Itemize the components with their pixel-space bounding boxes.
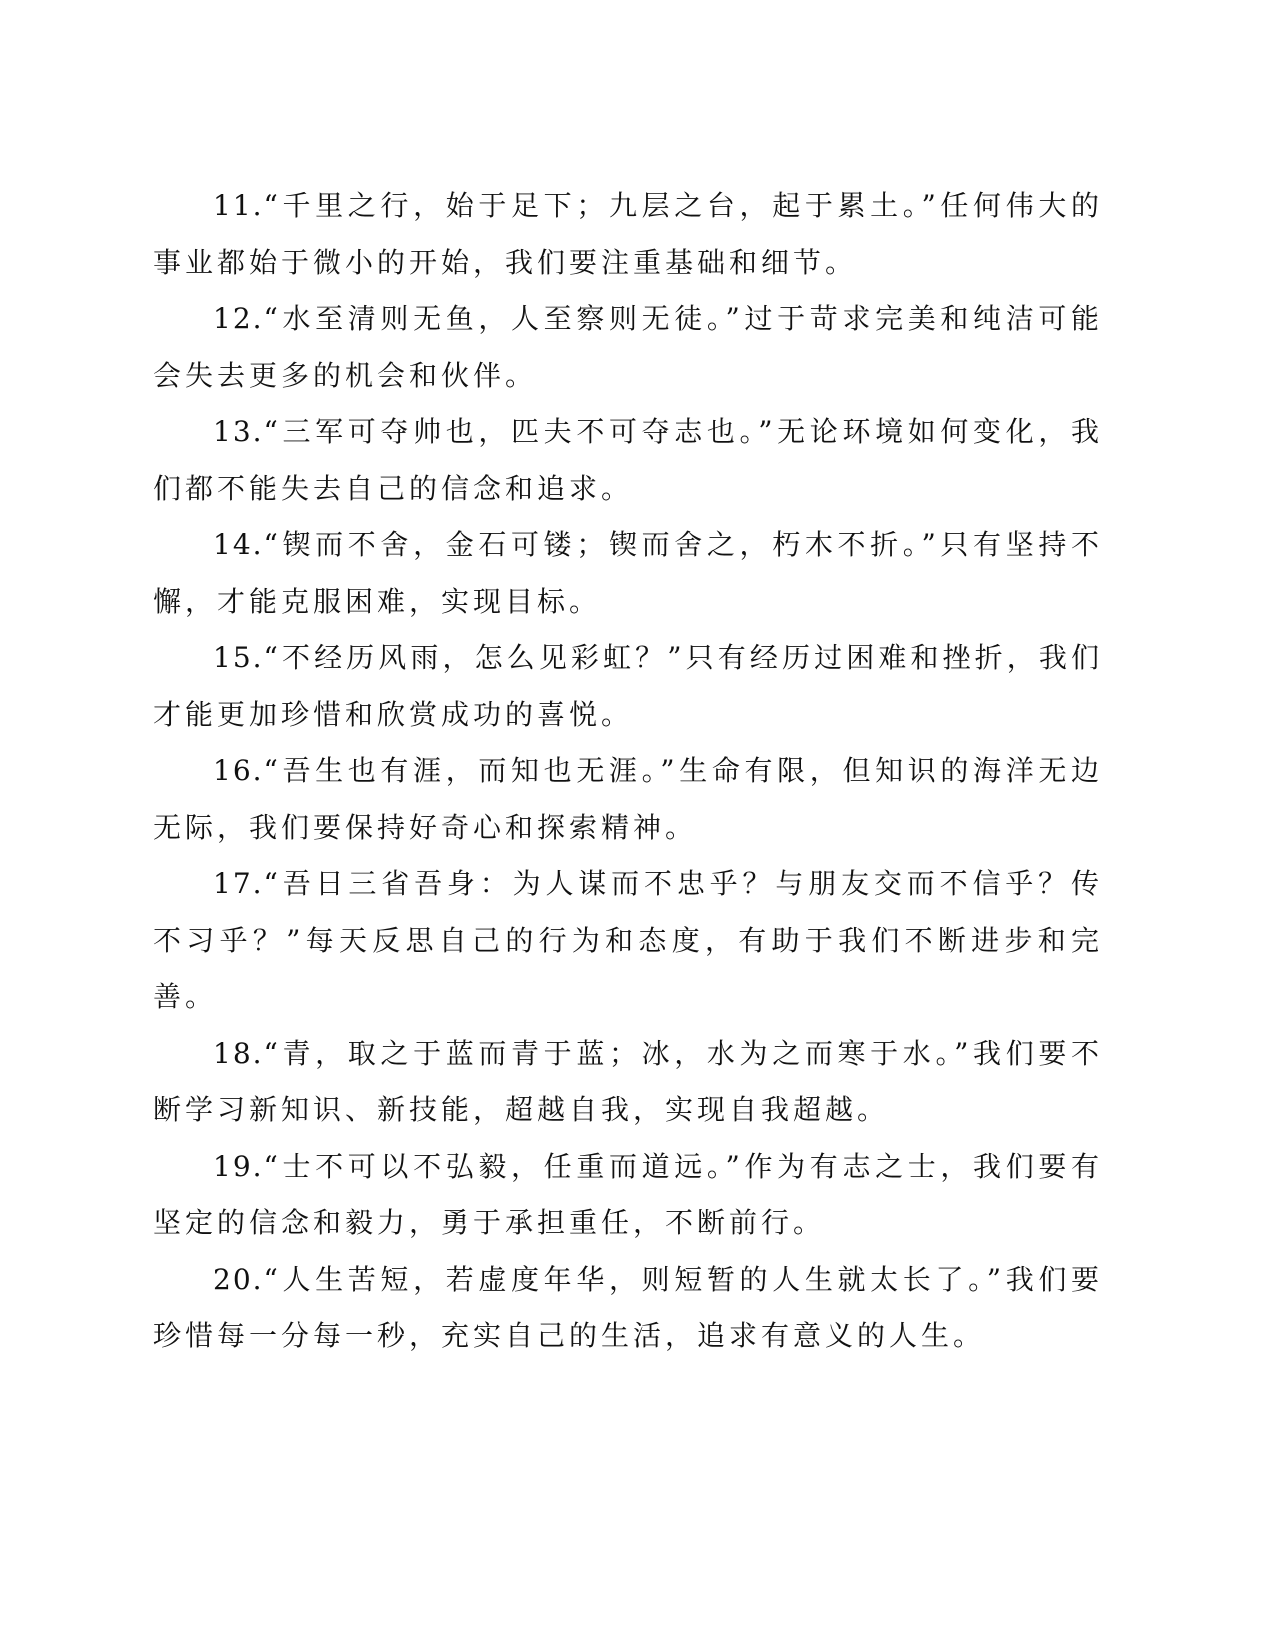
paragraph-number: 15. xyxy=(213,641,264,674)
paragraph-text: “吾生也有涯，而知也无涯。”生命有限，但知识的海洋无边无际，我们要保持好奇心和探索精神。 xyxy=(153,754,1103,844)
document-body xyxy=(153,178,1103,1365)
paragraph-17 xyxy=(153,856,1103,1026)
paragraph-15 xyxy=(153,630,1103,743)
paragraph-number: 16. xyxy=(213,754,264,787)
paragraph-text: “吾日三省吾身：为人谋而不忠乎？与朋友交而不信乎？传不习乎？”每天反思自己的行为和态度，有助于我们不断进步和完善。 xyxy=(153,867,1103,1013)
paragraph-text: “士不可以不弘毅，任重而道远。”作为有志之士，我们要有坚定的信念和毅力，勇于承担重任，不断前行。 xyxy=(153,1149,1103,1239)
paragraph-16 xyxy=(153,743,1103,856)
paragraph-text: “青，取之于蓝而青于蓝；冰，水为之而寒于水。”我们要不断学习新知识、新技能，超越自我，实现自我超越。 xyxy=(153,1036,1103,1126)
paragraph-number: 11. xyxy=(213,189,264,222)
paragraph-11 xyxy=(153,178,1103,291)
paragraph-18 xyxy=(153,1026,1103,1139)
paragraph-text: “水至清则无鱼，人至察则无徒。”过于苛求完美和纯洁可能会失去更多的机会和伙伴。 xyxy=(153,302,1103,392)
paragraph-text: “千里之行，始于足下；九层之台，起于累土。”任何伟大的事业都始于微小的开始，我们要注重基础和细节。 xyxy=(153,189,1103,279)
paragraph-text: “人生苦短，若虚度年华，则短暂的人生就太长了。”我们要珍惜每一分每一秒，充实自己的生活，追求有意义的人生。 xyxy=(153,1262,1103,1352)
paragraph-20 xyxy=(153,1252,1103,1365)
paragraph-number: 20. xyxy=(213,1262,264,1296)
paragraph-12 xyxy=(153,291,1103,404)
paragraph-number: 19. xyxy=(213,1149,264,1183)
paragraph-14 xyxy=(153,517,1103,630)
paragraph-number: 14. xyxy=(213,528,264,561)
paragraph-13 xyxy=(153,404,1103,517)
paragraph-number: 12. xyxy=(213,302,264,335)
paragraph-text: “锲而不舍，金石可镂；锲而舍之，朽木不折。”只有坚持不懈，才能克服困难，实现目标。 xyxy=(153,528,1103,618)
paragraph-number: 13. xyxy=(213,415,264,448)
paragraph-text: “不经历风雨，怎么见彩虹？”只有经历过困难和挫折，我们才能更加珍惜和欣赏成功的喜悦。 xyxy=(153,641,1103,731)
paragraph-19 xyxy=(153,1139,1103,1252)
paragraph-number: 17. xyxy=(213,867,264,900)
paragraph-text: “三军可夺帅也，匹夫不可夺志也。”无论环境如何变化，我们都不能失去自己的信念和追求。 xyxy=(153,415,1103,505)
paragraph-number: 18. xyxy=(213,1036,264,1070)
